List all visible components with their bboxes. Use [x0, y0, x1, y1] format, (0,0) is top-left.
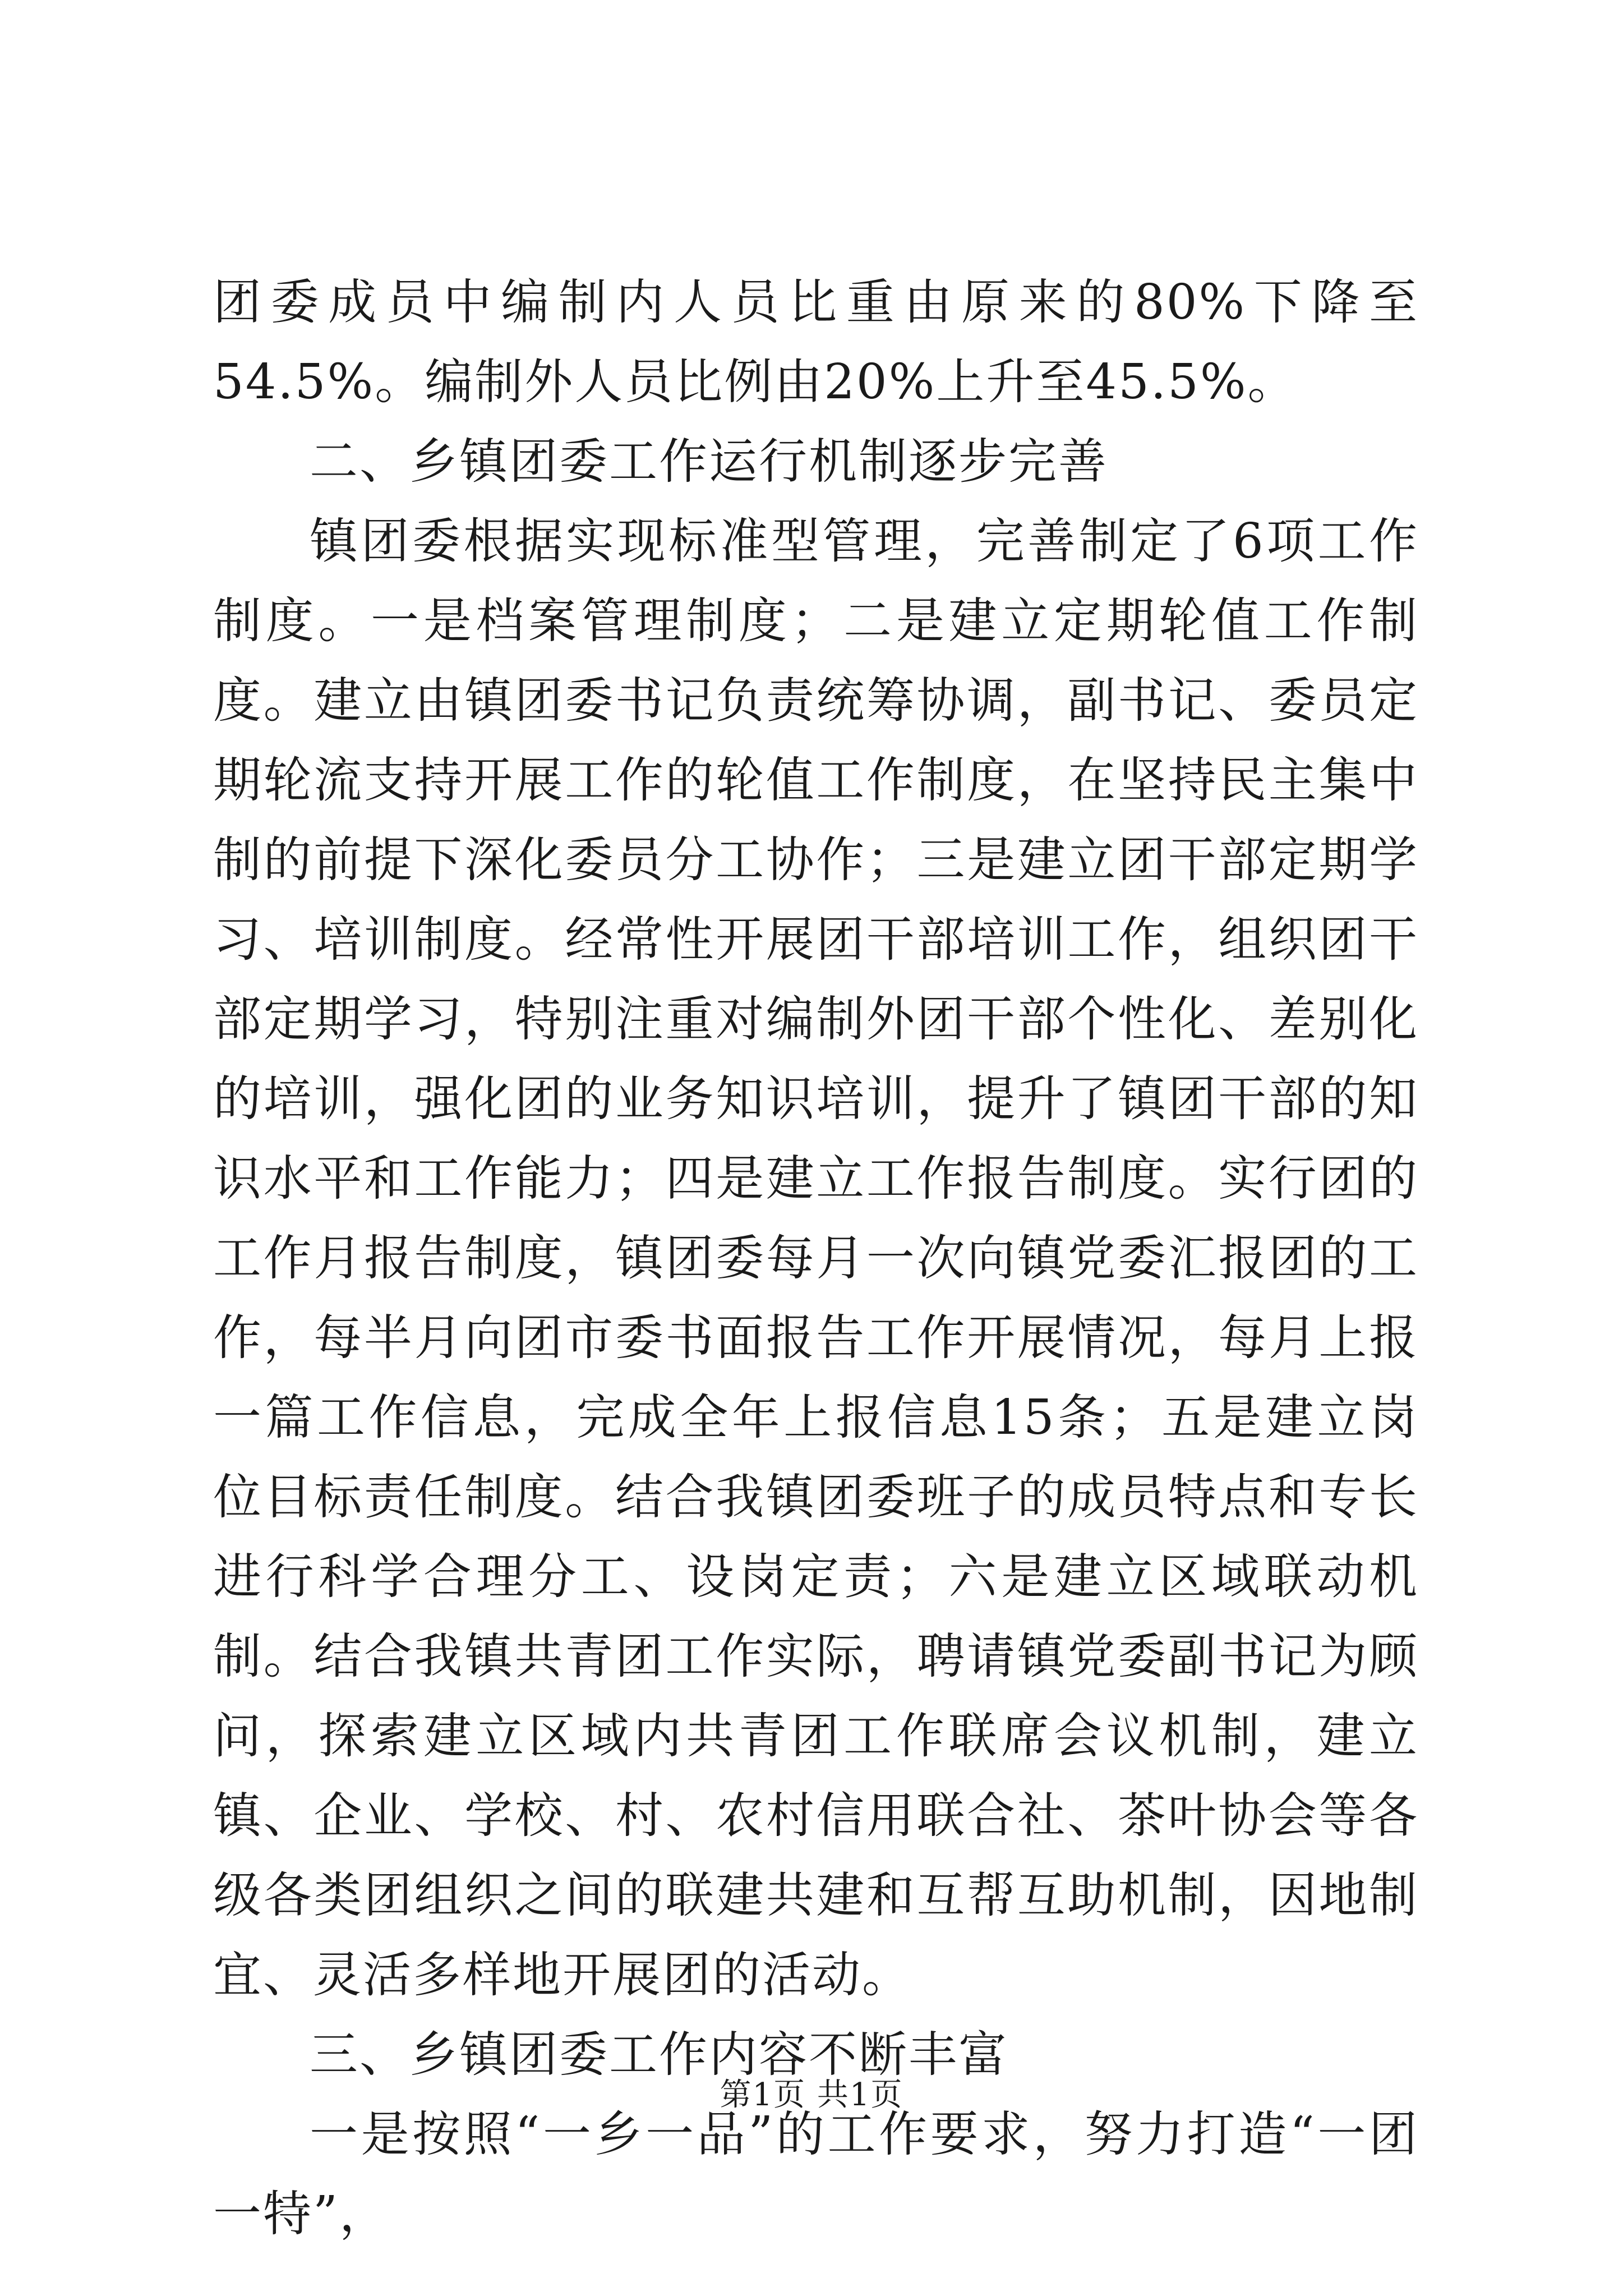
paragraph-1: 团委成员中编制内人员比重由原来的80%下降至54.5%。编制外人员比例由20%上升至45.5%。 — [213, 274, 1419, 410]
page-footer: 第1页 共1页 — [720, 2077, 903, 2113]
section-heading-3: 三、乡镇团委工作内容不断丰富 — [310, 2027, 1008, 2083]
paragraph-2: 镇团委根据实现标准型管理，完善制定了6项工作制度。一是档案管理制度；二是建立定期轮值工作制度。建立由镇团委书记负责统筹协调，副书记、委员定期轮流支持开展工作的轮值工作制度，在坚持民主集中制的前提下深化委员分工协作；三是建立团干部定期学习、培训制度。经常性开展团干部培训工作，组织团干部定期学习，特别注重对编制外团干部个性化、差别化的培训，强化团的业务知识培训，提升了镇团干部的知识水平和工作能力；四是建立工作报告制度。实行团的工作月报告制度，镇团委每月一次向镇党委汇报团的工作，每半月向团市委书面报告工作开展情况，每月上报一篇工作信息，完成全年上报信息15条；五是建立岗位目标责任制度。结合我镇团委班子的成员特点和专长进行科学合理分工、设岗定责；六是建立区域联动机制。结合我镇共青团工作实际，聘请镇党委副书记为顾问，探索建立区域内共青团工作联席会议机制，建立镇、企业、学校、村、农村信用联合社、茶叶协会等各级各类团组织之间的联建共建和互帮互助机制，因地制宜、灵活多样地开展团的活动。 — [213, 513, 1419, 2003]
paragraph-3: 一是按照“一乡一品”的工作要求，努力打造“一团一特”， — [213, 2106, 1419, 2242]
document-body — [213, 263, 1419, 2254]
section-heading-2: 二、乡镇团委工作运行机制逐步完善 — [310, 434, 1108, 490]
